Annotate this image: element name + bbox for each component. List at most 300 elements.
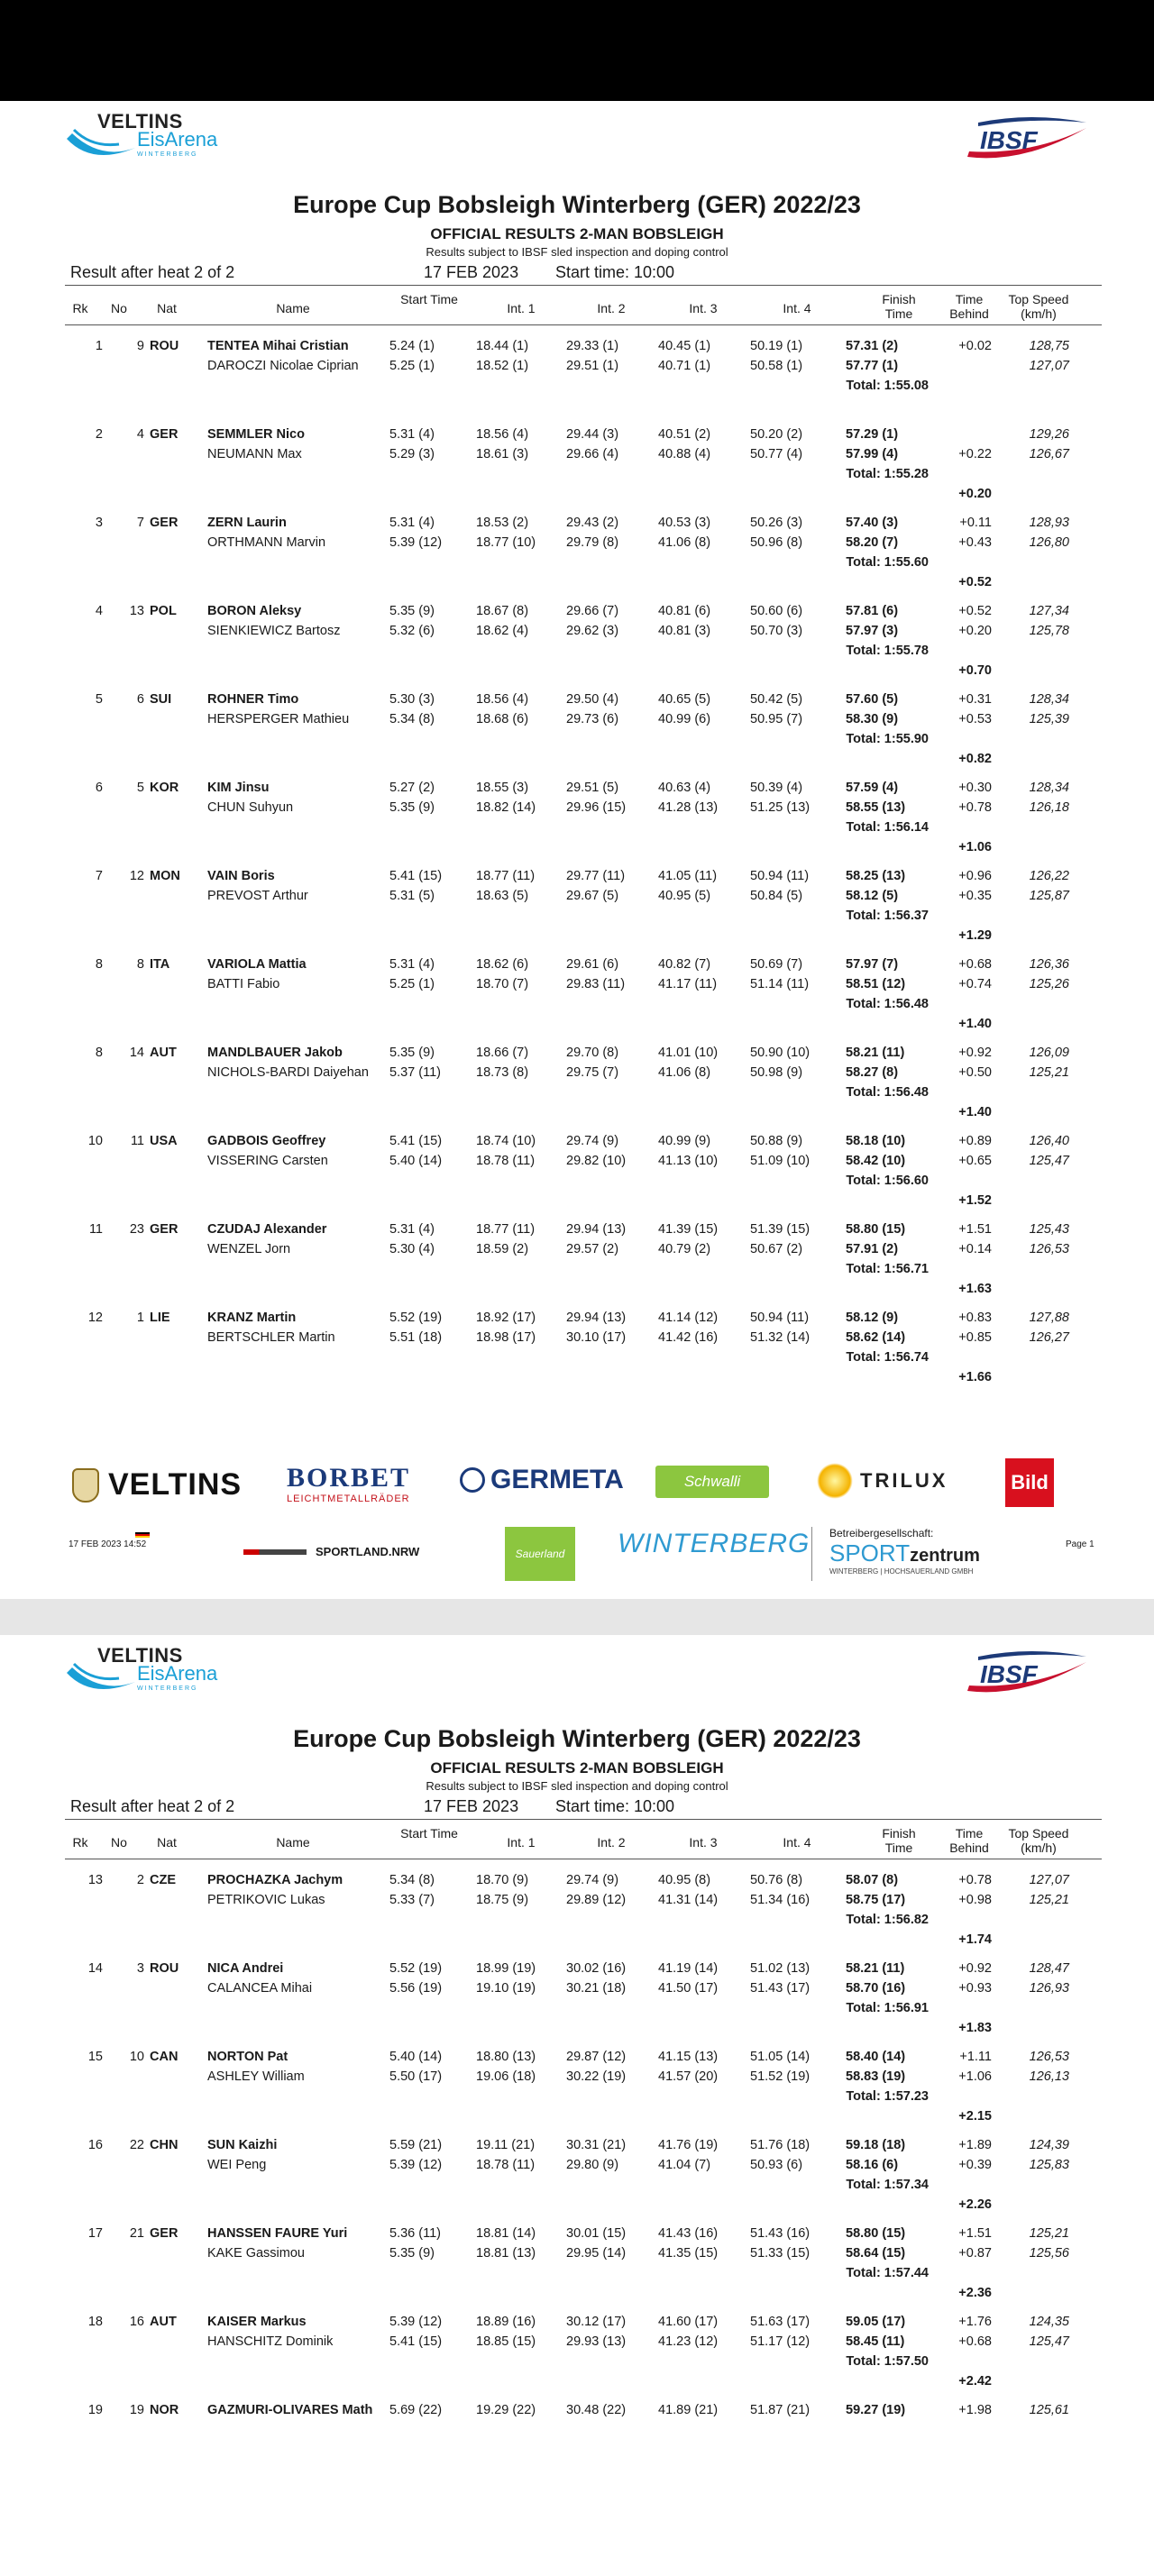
- start-time-value: 5.40 (14): [389, 2050, 443, 2064]
- intermediate-2: 29.80 (9): [566, 2158, 619, 2172]
- top-speed-value: 125,47: [1029, 2334, 1069, 2349]
- results-page-2: [0, 1635, 1154, 2576]
- footer-page-number: Page 1: [1066, 1539, 1094, 1549]
- intermediate-3: 41.39 (15): [658, 1222, 719, 1237]
- finish-time-value: 58.62 (14): [846, 1330, 906, 1345]
- start-time-value: 5.69 (22): [389, 2403, 443, 2417]
- brakeman-name: HERSPERGER Mathieu: [207, 712, 350, 726]
- nation-code: CZE: [150, 1873, 176, 1887]
- column-header-finish-time: Finish Time: [882, 1826, 916, 1855]
- sponsor-sauerland: Sauerland: [505, 1527, 575, 1581]
- footer-timestamp: 17 FEB 2023 14:52: [69, 1539, 147, 1549]
- header-rule-bottom: [65, 324, 1102, 325]
- finish-time-value: 59.05 (17): [846, 2315, 906, 2329]
- bib-number: 22: [129, 2138, 144, 2152]
- intermediate-1: 18.52 (1): [476, 359, 529, 373]
- time-behind-value: +0.31: [958, 692, 992, 707]
- column-header-rk: Rk: [72, 301, 88, 315]
- rank: 6: [95, 781, 103, 795]
- intermediate-1: 18.77 (11): [476, 869, 536, 883]
- intermediate-2: 29.74 (9): [566, 1873, 619, 1887]
- bib-number: 3: [136, 1961, 144, 1976]
- intermediate-3: 41.23 (12): [658, 2334, 719, 2349]
- intermediate-1: 19.06 (18): [476, 2069, 536, 2084]
- nation-code: GER: [150, 516, 179, 530]
- brakeman-name: BATTI Fabio: [207, 977, 280, 991]
- intermediate-2: 29.96 (15): [566, 800, 627, 815]
- intermediate-3: 41.50 (17): [658, 1981, 719, 1996]
- intermediate-2: 29.87 (12): [566, 2050, 627, 2064]
- ibsf-logo: [960, 110, 1095, 166]
- bib-number: 4: [136, 427, 144, 442]
- total-behind: +1.29: [958, 928, 992, 943]
- intermediate-2: 29.94 (13): [566, 1311, 627, 1325]
- top-speed-value: 125,21: [1029, 1065, 1069, 1080]
- team-result-row: [0, 2403, 1154, 2486]
- intermediate-3: 41.89 (21): [658, 2403, 719, 2417]
- header-rule: [65, 1819, 1102, 1820]
- pilot-name: BORON Aleksy: [207, 604, 302, 618]
- pilot-name: SUN Kaizhi: [207, 2138, 278, 2152]
- intermediate-1: 18.44 (1): [476, 339, 529, 353]
- team-result-row: [0, 2050, 1154, 2133]
- finish-time-value: 58.64 (15): [846, 2246, 906, 2261]
- bib-number: 7: [136, 516, 144, 530]
- top-speed-value: 127,07: [1029, 359, 1069, 373]
- sponsor-winterberg-label: WINTERBERG: [618, 1529, 811, 1558]
- intermediate-4: 50.70 (3): [750, 624, 803, 638]
- intermediate-4: 51.02 (13): [750, 1961, 811, 1976]
- intermediate-1: 18.74 (10): [476, 1134, 536, 1148]
- intermediate-4: 51.43 (17): [750, 1981, 811, 1996]
- finish-time-value: 58.21 (11): [846, 1046, 905, 1060]
- intermediate-2: 29.66 (4): [566, 447, 619, 461]
- start-time-value: 5.25 (1): [389, 977, 435, 991]
- intermediate-2: 29.77 (11): [566, 869, 626, 883]
- finish-time-value: 58.45 (11): [846, 2334, 905, 2349]
- finish-time-value: 58.25 (13): [846, 869, 906, 883]
- brakeman-name: NICHOLS-BARDI Daiyehan: [207, 1065, 369, 1080]
- sponsor-veltins: [72, 1467, 242, 1503]
- start-time-value: 5.40 (14): [389, 1154, 443, 1168]
- start-time-value: 5.24 (1): [389, 339, 435, 353]
- veltins-eisarena-logo: [65, 108, 245, 171]
- nation-code: ROU: [150, 339, 179, 353]
- intermediate-3: 40.99 (6): [658, 712, 711, 726]
- time-behind-value: +1.11: [959, 2050, 992, 2064]
- intermediate-1: 18.81 (13): [476, 2246, 536, 2261]
- bib-number: 13: [129, 604, 144, 618]
- intermediate-4: 50.69 (7): [750, 957, 803, 972]
- intermediate-4: 51.17 (12): [750, 2334, 811, 2349]
- intermediate-3: 40.99 (9): [658, 1134, 711, 1148]
- intermediate-4: 50.42 (5): [750, 692, 803, 707]
- sponsor-winterberg: [618, 1529, 810, 1559]
- time-behind-value: +0.30: [958, 781, 992, 795]
- sponsor-borbet: [287, 1463, 410, 1504]
- start-time-value: 5.39 (12): [389, 2315, 443, 2329]
- intermediate-1: 18.70 (7): [476, 977, 529, 991]
- intermediate-3: 41.35 (15): [658, 2246, 719, 2261]
- finish-time-value: 58.80 (15): [846, 2226, 906, 2241]
- sponsor-szc-sub: WINTERBERG | HOCHSAUERLAND GMBH: [829, 1567, 974, 1576]
- rank: 17: [87, 2226, 103, 2241]
- intermediate-4: 51.63 (17): [750, 2315, 811, 2329]
- rank: 1: [95, 339, 103, 353]
- top-speed-value: 126,40: [1029, 1134, 1069, 1148]
- top-speed-value: 125,43: [1029, 1222, 1069, 1237]
- time-behind-value: +0.87: [958, 2246, 992, 2261]
- top-speed-value: 129,26: [1029, 427, 1069, 442]
- time-behind-value: +0.53: [958, 712, 992, 726]
- intermediate-4: 51.39 (15): [750, 1222, 811, 1237]
- top-speed-value: 125,61: [1029, 2403, 1069, 2417]
- ibsf-wordmark: IBSF: [980, 126, 1038, 154]
- total-time: Total: 1:56.82: [846, 1913, 929, 1927]
- veltins-eisarena-logo: [65, 1642, 245, 1705]
- veltins-wordmark: VELTINS: [97, 110, 183, 132]
- top-speed-value: 128,47: [1029, 1961, 1069, 1976]
- time-behind-value: +0.11: [959, 516, 992, 530]
- column-header-no: No: [111, 1835, 127, 1850]
- total-behind: +1.06: [958, 840, 992, 854]
- start-time-value: 5.35 (9): [389, 604, 435, 618]
- pilot-name: PROCHAZKA Jachym: [207, 1873, 343, 1887]
- total-time: Total: 1:55.90: [846, 732, 929, 746]
- intermediate-1: 18.99 (19): [476, 1961, 536, 1976]
- pilot-name: VARIOLA Mattia: [207, 957, 307, 972]
- top-speed-value: 128,75: [1029, 339, 1069, 353]
- total-time: Total: 1:55.08: [846, 379, 929, 393]
- time-behind-value: +0.52: [958, 604, 992, 618]
- brakeman-name: VISSERING Carsten: [207, 1154, 328, 1168]
- eisarena-wordmark: EisArena: [137, 1662, 218, 1685]
- intermediate-2: 29.62 (3): [566, 624, 619, 638]
- finish-time-value: 57.29 (1): [846, 427, 899, 442]
- pilot-name: ROHNER Timo: [207, 692, 299, 707]
- column-header-int3: Int. 3: [689, 301, 718, 315]
- time-behind-value: +0.98: [958, 1893, 992, 1907]
- column-header-int1: Int. 1: [507, 1835, 536, 1850]
- intermediate-3: 41.15 (13): [658, 2050, 719, 2064]
- intermediate-2: 30.02 (16): [566, 1961, 627, 1976]
- intermediate-2: 29.51 (5): [566, 781, 619, 795]
- finish-time-value: 57.81 (6): [846, 604, 899, 618]
- intermediate-1: 19.29 (22): [476, 2403, 536, 2417]
- total-time: Total: 1:56.71: [846, 1262, 929, 1276]
- results-subtitle: OFFICIAL RESULTS 2-MAN BOBSLEIGH: [430, 1759, 724, 1777]
- veltins-crest-icon: [72, 1468, 99, 1503]
- brakeman-name: KAKE Gassimou: [207, 2246, 305, 2261]
- sponsor-szc-label: Betreibergesellschaft:: [829, 1527, 934, 1539]
- intermediate-2: 29.66 (7): [566, 604, 619, 618]
- nation-code: POL: [150, 604, 177, 618]
- intermediate-2: 29.83 (11): [566, 977, 626, 991]
- intermediate-4: 50.67 (2): [750, 1242, 803, 1256]
- intermediate-1: 18.85 (15): [476, 2334, 536, 2349]
- time-behind-value: +0.35: [958, 889, 992, 903]
- start-time-value: 5.29 (3): [389, 447, 435, 461]
- top-speed-value: 126,53: [1029, 2050, 1069, 2064]
- rank: 2: [95, 427, 103, 442]
- total-time: Total: 1:57.23: [846, 2089, 929, 2104]
- intermediate-2: 29.75 (7): [566, 1065, 619, 1080]
- finish-time-value: 58.07 (8): [846, 1873, 899, 1887]
- brakeman-name: PREVOST Arthur: [207, 889, 308, 903]
- column-header-int3: Int. 3: [689, 1835, 718, 1850]
- intermediate-2: 29.50 (4): [566, 692, 619, 707]
- intermediate-3: 41.43 (16): [658, 2226, 719, 2241]
- intermediate-4: 50.84 (5): [750, 889, 803, 903]
- pilot-name: SEMMLER Nico: [207, 427, 305, 442]
- intermediate-3: 40.95 (5): [658, 889, 711, 903]
- finish-time-value: 58.30 (9): [846, 712, 899, 726]
- intermediate-3: 40.51 (2): [658, 427, 711, 442]
- total-behind: +2.15: [958, 2109, 992, 2124]
- szc-name-part: SPORT: [829, 1539, 911, 1567]
- total-behind: +1.66: [958, 1370, 992, 1384]
- time-behind-value: +1.51: [958, 1222, 992, 1237]
- total-behind: +0.82: [958, 752, 992, 766]
- bib-number: 14: [129, 1046, 144, 1060]
- team-result-row: [0, 339, 1154, 422]
- finish-time-value: 59.18 (18): [846, 2138, 906, 2152]
- rank: 11: [88, 1222, 103, 1237]
- start-time-value: 5.31 (5): [389, 889, 435, 903]
- rank: 4: [95, 604, 103, 618]
- heat-info: Result after heat 2 of 2: [70, 1797, 235, 1815]
- intermediate-2: 30.10 (17): [566, 1330, 627, 1345]
- brakeman-name: ORTHMANN Marvin: [207, 535, 326, 550]
- time-behind-value: +1.76: [958, 2315, 992, 2329]
- team-result-row: [0, 692, 1154, 775]
- intermediate-2: 30.12 (17): [566, 2315, 627, 2329]
- total-time: Total: 1:56.37: [846, 909, 929, 923]
- intermediate-1: 18.77 (10): [476, 535, 536, 550]
- pilot-name: KRANZ Martin: [207, 1311, 297, 1325]
- total-time: Total: 1:57.50: [846, 2354, 929, 2369]
- intermediate-2: 30.22 (19): [566, 2069, 627, 2084]
- finish-time-value: 58.75 (17): [846, 1893, 906, 1907]
- start-time-value: 5.52 (19): [389, 1961, 443, 1976]
- team-result-row: [0, 427, 1154, 510]
- start-time-value: 5.50 (17): [389, 2069, 443, 2084]
- bib-number: 9: [136, 339, 144, 353]
- intermediate-3: 41.01 (10): [658, 1046, 719, 1060]
- top-speed-value: 126,53: [1029, 1242, 1069, 1256]
- column-header-int4: Int. 4: [783, 301, 811, 315]
- start-time-value: 5.31 (4): [389, 427, 435, 442]
- top-speed-value: 126,13: [1029, 2069, 1069, 2084]
- intermediate-3: 41.06 (8): [658, 535, 711, 550]
- total-behind: +0.52: [958, 575, 992, 589]
- inspection-note: Results subject to IBSF sled inspection and doping control: [426, 1779, 728, 1793]
- intermediate-1: 18.67 (8): [476, 604, 529, 618]
- intermediate-2: 29.94 (13): [566, 1222, 627, 1237]
- nation-code: MON: [150, 869, 180, 883]
- intermediate-2: 30.01 (15): [566, 2226, 627, 2241]
- top-speed-value: 127,07: [1029, 1873, 1069, 1887]
- sponsor-borbet-label: BORBET: [287, 1463, 411, 1493]
- time-behind-value: +0.85: [958, 1330, 992, 1345]
- nation-code: GER: [150, 427, 179, 442]
- intermediate-3: 40.82 (7): [658, 957, 711, 972]
- pilot-name: KAISER Markus: [207, 2315, 307, 2329]
- heat-info: Result after heat 2 of 2: [70, 263, 235, 281]
- intermediate-2: 30.21 (18): [566, 1981, 627, 1996]
- column-header-int2: Int. 2: [597, 301, 626, 315]
- start-time-value: 5.41 (15): [389, 869, 443, 883]
- winterberg-tagline: WINTERBERG: [137, 151, 198, 158]
- intermediate-4: 51.25 (13): [750, 800, 811, 815]
- intermediate-2: 29.61 (6): [566, 957, 619, 972]
- column-header-name: Name: [276, 301, 310, 315]
- intermediate-1: 18.63 (5): [476, 889, 529, 903]
- rank: 8: [95, 1046, 103, 1060]
- finish-time-value: 58.83 (19): [846, 2069, 906, 2084]
- total-behind: +2.36: [958, 2286, 992, 2300]
- rank: 5: [95, 692, 103, 707]
- status-bar: [0, 0, 1154, 101]
- time-behind-value: +0.20: [958, 624, 992, 638]
- intermediate-1: 18.62 (4): [476, 624, 529, 638]
- top-speed-value: 128,93: [1029, 516, 1069, 530]
- top-speed-value: 126,36: [1029, 957, 1069, 972]
- bib-number: 8: [136, 957, 144, 972]
- intermediate-3: 40.45 (1): [658, 339, 711, 353]
- time-behind-value: +0.65: [958, 1154, 992, 1168]
- start-time-value: 5.35 (9): [389, 800, 435, 815]
- brakeman-name: SIENKIEWICZ Bartosz: [207, 624, 341, 638]
- time-behind-value: +0.89: [958, 1134, 992, 1148]
- sponsor-germeta-label: GERMETA: [490, 1465, 624, 1494]
- start-time-value: 5.35 (9): [389, 2246, 435, 2261]
- nation-code: ITA: [150, 957, 170, 972]
- nation-code: GER: [150, 1222, 179, 1237]
- total-behind: +1.40: [958, 1105, 992, 1119]
- intermediate-1: 18.80 (13): [476, 2050, 536, 2064]
- intermediate-2: 29.70 (8): [566, 1046, 619, 1060]
- finish-time-value: 57.60 (5): [846, 692, 899, 707]
- total-time: Total: 1:56.14: [846, 820, 929, 835]
- start-time-value: 5.37 (11): [389, 1065, 441, 1080]
- rank: 14: [87, 1961, 103, 1976]
- intermediate-2: 30.48 (22): [566, 2403, 627, 2417]
- start-time-value: 5.31 (4): [389, 1222, 435, 1237]
- intermediate-2: 29.67 (5): [566, 889, 619, 903]
- intermediate-3: 41.17 (11): [658, 977, 718, 991]
- results-subtitle: OFFICIAL RESULTS 2-MAN BOBSLEIGH: [430, 225, 724, 242]
- intermediate-2: 29.57 (2): [566, 1242, 619, 1256]
- start-time-value: 5.56 (19): [389, 1981, 443, 1996]
- intermediate-2: 29.44 (3): [566, 427, 619, 442]
- team-result-row: [0, 1134, 1154, 1217]
- intermediate-4: 50.58 (1): [750, 359, 803, 373]
- intermediate-4: 51.33 (15): [750, 2246, 811, 2261]
- header-rule: [65, 285, 1102, 286]
- top-speed-value: 126,80: [1029, 535, 1069, 550]
- finish-time-value: 58.27 (8): [846, 1065, 899, 1080]
- top-speed-value: 126,93: [1029, 1981, 1069, 1996]
- intermediate-1: 18.82 (14): [476, 800, 536, 815]
- time-behind-value: +0.43: [958, 535, 992, 550]
- intermediate-1: 18.59 (2): [476, 1242, 529, 1256]
- total-behind: +0.70: [958, 663, 992, 678]
- finish-time-value: 57.91 (2): [846, 1242, 899, 1256]
- time-behind-value: +0.14: [958, 1242, 992, 1256]
- intermediate-3: 41.06 (8): [658, 1065, 711, 1080]
- start-time-value: 5.27 (2): [389, 781, 435, 795]
- rank: 15: [87, 2050, 103, 2064]
- time-behind-value: +0.83: [958, 1311, 992, 1325]
- intermediate-1: 18.89 (16): [476, 2315, 536, 2329]
- nation-code: SUI: [150, 692, 172, 707]
- finish-time-value: 58.55 (13): [846, 800, 906, 815]
- column-header-start-time: Start Time: [400, 292, 458, 306]
- brakeman-name: CALANCEA Mihai: [207, 1981, 313, 1996]
- total-behind: +1.63: [958, 1282, 992, 1296]
- bib-number: 10: [129, 2050, 144, 2064]
- sponsor-szc-name: [829, 1539, 980, 1567]
- total-behind: +1.40: [958, 1017, 992, 1031]
- intermediate-2: 29.82 (10): [566, 1154, 627, 1168]
- column-header-no: No: [111, 301, 127, 315]
- time-behind-value: +1.98: [958, 2403, 992, 2417]
- intermediate-4: 50.94 (11): [750, 1311, 810, 1325]
- finish-time-value: 58.12 (9): [846, 1311, 899, 1325]
- intermediate-2: 29.51 (1): [566, 359, 619, 373]
- brakeman-name: WENZEL Jorn: [207, 1242, 291, 1256]
- start-time-value: 5.25 (1): [389, 359, 435, 373]
- intermediate-1: 18.53 (2): [476, 516, 529, 530]
- intermediate-1: 18.78 (11): [476, 2158, 536, 2172]
- team-result-row: [0, 2138, 1154, 2221]
- column-header-time-behind: Time Behind: [949, 1826, 989, 1855]
- sponsor-germeta: [460, 1465, 624, 1495]
- top-speed-value: 125,78: [1029, 624, 1069, 638]
- sponsor-ministry: [135, 1532, 207, 1572]
- pilot-name: ZERN Laurin: [207, 516, 287, 530]
- nation-code: USA: [150, 1134, 178, 1148]
- total-time: Total: 1:55.28: [846, 467, 929, 481]
- intermediate-4: 50.76 (8): [750, 1873, 803, 1887]
- time-behind-value: +0.78: [958, 800, 992, 815]
- intermediate-3: 41.31 (14): [658, 1893, 719, 1907]
- rank: 10: [87, 1134, 103, 1148]
- finish-time-value: 57.97 (7): [846, 957, 899, 972]
- intermediate-4: 50.26 (3): [750, 516, 803, 530]
- team-result-row: [0, 1873, 1154, 1956]
- szc-name-bold: zentrum: [910, 1546, 980, 1566]
- intermediate-4: 50.20 (2): [750, 427, 803, 442]
- germeta-ring-icon: [460, 1467, 485, 1493]
- intermediate-1: 18.68 (6): [476, 712, 529, 726]
- top-speed-value: 125,56: [1029, 2246, 1069, 2261]
- intermediate-4: 50.77 (4): [750, 447, 803, 461]
- intermediate-1: 19.10 (19): [476, 1981, 536, 1996]
- team-result-row: [0, 1311, 1154, 1393]
- rank: 16: [87, 2138, 103, 2152]
- intermediate-1: 18.73 (8): [476, 1065, 529, 1080]
- intermediate-2: 29.95 (14): [566, 2246, 627, 2261]
- intermediate-3: 41.05 (11): [658, 869, 718, 883]
- page-title: Europe Cup Bobsleigh Winterberg (GER) 2022/23: [293, 191, 861, 218]
- finish-time-value: 58.40 (14): [846, 2050, 906, 2064]
- rank: 19: [87, 2403, 103, 2417]
- top-speed-value: 128,34: [1029, 781, 1069, 795]
- start-time: Start time: 10:00: [555, 263, 675, 281]
- intermediate-1: 18.61 (3): [476, 447, 529, 461]
